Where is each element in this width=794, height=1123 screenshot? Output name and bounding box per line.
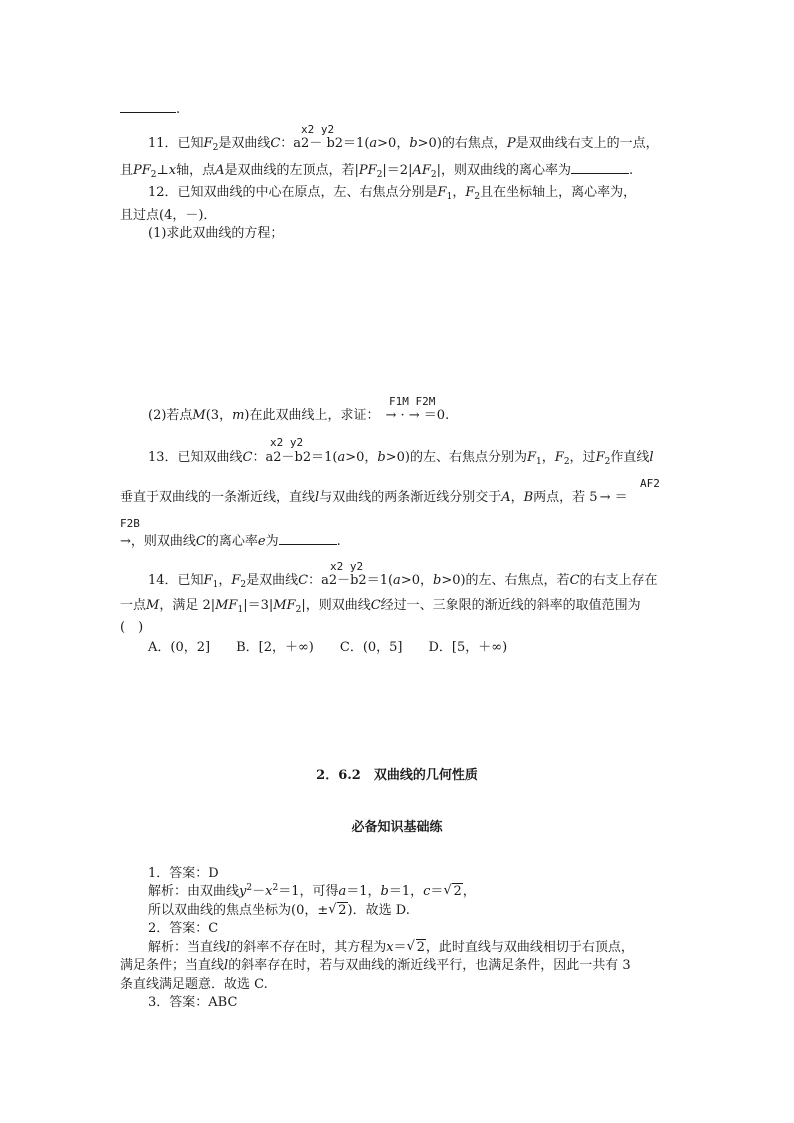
- q14-options: A．(0，2] B．[2，＋∞) C．(0，5] D．[5，＋∞): [148, 640, 508, 655]
- sqrt-symbol: √ 2: [407, 940, 426, 956]
- subsection-title: 必备知识基础练: [351, 820, 443, 835]
- q13-vector-af2-label: AF2: [640, 477, 660, 490]
- q13-line1: 13．已知双曲线C：a2－b2＝1(a>0，b>0)的左、右焦点分别为$F_1$，$F_2$，过$F_2$作直线l: [148, 450, 654, 467]
- q12-vector-labels: F1M F2M: [389, 395, 436, 408]
- q12-part2: (2)若点M(3，m)在此双曲线上，求证： → · → ＝0.: [148, 408, 450, 423]
- answer-2-explanation-line2: 满足条件；当直线l的斜率存在时，若与双曲线的渐近线平行，也满足条件，因此一共有 3: [120, 958, 631, 973]
- answer-blank: [120, 100, 176, 113]
- q10-answer-line: .: [120, 100, 180, 118]
- q11-line1: 11．已知$F_2$是双曲线C：a2－ b2＝1(a>0，b>0)的右焦点，P是双曲线右支上的一点，: [148, 136, 659, 153]
- q14-fraction-numerators: x2 y2: [330, 560, 364, 573]
- q12-line1: 12．已知双曲线的中心在原点，左、右焦点分别是$F_1$，$F_2$且在坐标轴上，离心率为，: [148, 185, 637, 202]
- answer-blank: [279, 532, 337, 545]
- q11-fraction-numerators: x2 y2: [301, 123, 335, 136]
- sqrt-symbol: √ 2: [328, 903, 347, 919]
- q13-line2: 垂直于双曲线的一条渐近线，直线l与双曲线的两条渐近线分别交于A，B两点，若 5 → ＝: [120, 490, 628, 505]
- answer-1-explanation-line2: 所以双曲线的焦点坐标为(0，±√ 2)．故选 D.: [148, 903, 410, 919]
- q13-line3: →，则双曲线C的离心率e为 .: [120, 534, 341, 549]
- sqrt-symbol: √ 2: [443, 884, 462, 900]
- answer-2-explanation: 解析：当直线l的斜率不存在时，其方程为x＝√ 2，此时直线与双曲线相切于右顶点，: [148, 940, 634, 956]
- answer-blank: [571, 161, 629, 174]
- q12-part1: (1)求此双曲线的方程；: [148, 226, 284, 241]
- answer-1-explanation: 解析：由双曲线$y^2-x^2=1$，可得a＝1，b＝1，c＝√ 2，: [148, 884, 476, 900]
- section-title: 2．6.2 双曲线的几何性质: [316, 768, 478, 783]
- answer-2-explanation-line3: 条直线满足题意．故选 C.: [120, 977, 268, 992]
- q14-line1: 14．已知$F_1$，$F_2$是双曲线C：a2－b2＝1(a>0，b>0)的左、右焦点，若C的右支上存在: [148, 573, 658, 590]
- q12-line2: 且过点(4，－)．: [120, 208, 217, 223]
- answer-1: 1．答案：D: [148, 866, 219, 881]
- q14-line3: ( ): [120, 620, 144, 635]
- q11-line2: 且$PF_2\perp x$轴，点A是双曲线的左顶点，若$|PF_2|=2|AF_2|$，则双曲线的离心率为 .: [120, 163, 634, 180]
- q14-line2: 一点M，满足 $2|MF_1|=3|MF_2|$，则双曲线C经过一、三象限的渐近线的斜率的取值范围为: [120, 598, 641, 615]
- q13-fraction-numerators: x2 y2: [270, 436, 304, 449]
- answer-2: 2．答案：C: [148, 921, 219, 936]
- q13-vector-f2b-label: F2B: [120, 517, 140, 530]
- answer-3: 3．答案：ABC: [148, 995, 238, 1010]
